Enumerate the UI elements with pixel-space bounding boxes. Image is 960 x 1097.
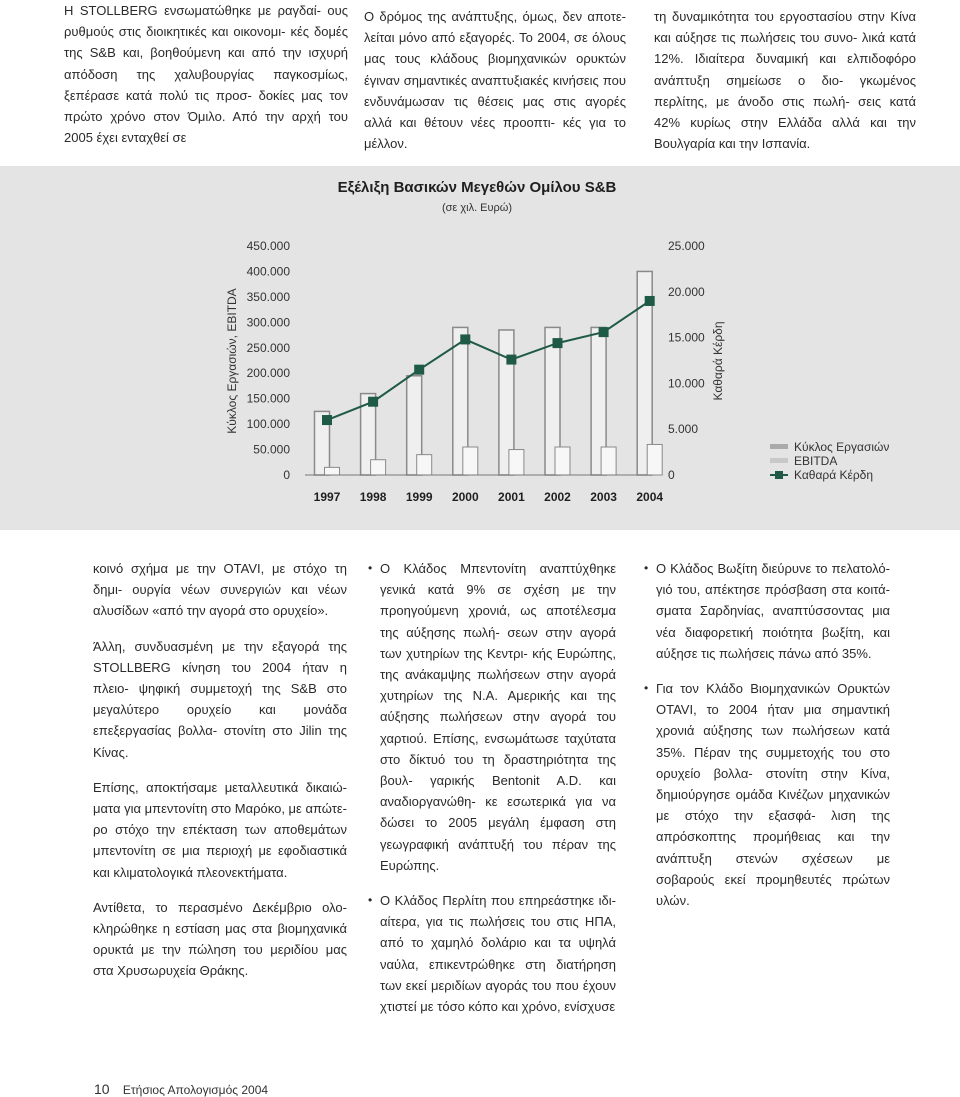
bottom-left-paragraph: κοινό σχήμα με την OTAVI, με στόχο τη δημι- ουργία νέων συνεργιών και νέων αλυσίδων «από την αγορά στο ορυχείο». xyxy=(93,561,347,619)
bullet-text: Για τον Κλάδο Βιομηχανικών Ορυκτών OTAVI, το 2004 ήταν μια σημαντική χρονιά αύξησης των πωλήσεων κατά 35%. Πέραν της συμμετοχής του στο ορυχείο βολλα- στονίτη στην Κίνα, δημιούργησε ομάδα Κινέζων μηχανικών με στόχο την εξασφά- λιση της απρόσκοπτης προμήθειας και την ανάπτυξη στενών σχέσεων με σοβαρούς εκεί προμηθευτές πρώτων υλών. xyxy=(656,681,890,909)
x-tick-label: 2003 xyxy=(590,490,617,504)
legend-profit-label: Καθαρά Κέρδη xyxy=(794,468,874,482)
bullet-icon: • xyxy=(644,681,649,696)
bottom-column-3 xyxy=(644,558,890,925)
bullet-text: Ο Κλάδος Περλίτη που επηρεάστηκε ιδι- αίτερα, για τις πωλήσεις του στις ΗΠΑ, από το χαμηλό δολάριο και τα υψηλά ναύλα, επικεντρώθηκε στη διατήρηση των εκεί μεριδίων αγοράς του που έχουν χτιστεί με τόσο κόπο και χρόνο, ενίσχυσε xyxy=(380,893,616,1015)
bullet-item xyxy=(644,678,890,911)
chart-title: Εξέλιξη Βασικών Μεγεθών Ομίλου S&B xyxy=(337,179,617,196)
top-left-paragraph: Η STOLLBERG ενσωματώθηκε με ραγδαί- ους ρυθμούς στις διοικητικές και οικονομι- κές δομές της S&B και, βοηθούμενη και από την ισχυρή απόδοση της χαλυβουργίας παγκοσμίως, ξεπέρασε κατά πολύ τις προσ- δοκίες μας τον πρώτο χρόνο στον Όμιλο. Από την αρχή του 2005 έχει ενταχθεί σε xyxy=(64,3,348,146)
legend-ebitda-swatch xyxy=(770,458,788,463)
net-profit-marker xyxy=(506,355,516,365)
bullet-text: Ο Κλάδος Βωξίτη διεύρυνε το πελατολό- γιό του, απέκτησε πρόσβαση στα κοιτά- σματα Σαρδηνίας, αναπτύσσοντας μια νέα διαφορετική ποιότητα βωξίτη, και αύξησε τις πωλήσεις πάνω από 35%. xyxy=(656,561,890,661)
bullet-icon: • xyxy=(368,561,373,575)
net-profit-marker xyxy=(322,415,332,425)
y-left-tick-label: 50.000 xyxy=(253,442,290,457)
chart-panel xyxy=(0,166,960,530)
x-tick-label: 1999 xyxy=(405,490,433,504)
net-profit-marker xyxy=(599,327,609,337)
chart-svg xyxy=(0,166,960,530)
net-profit-marker xyxy=(460,334,470,344)
y-right-axis-label: Καθαρά Κέρδη xyxy=(711,321,725,401)
net-profit-marker xyxy=(645,296,655,306)
y-left-tick-label: 200.000 xyxy=(246,366,290,381)
bullet-item xyxy=(368,558,616,876)
top-column-2 xyxy=(364,6,626,154)
bottom-left-paragraph: Άλλη, συνδυασμένη με την εξαγορά της STOLLBERG κίνηση του 2004 ήταν η πλειο- ψηφική συμμετοχή της S&B στο μεγαλύτερο ορυχείο και μονάδα επεξεργασίας βολλα- στονίτη στο Jilin της Κίνας. xyxy=(93,638,347,760)
bullet-item xyxy=(644,558,890,664)
ebitda-bar xyxy=(601,447,616,475)
top-middle-paragraph: Ο δρόμος της ανάπτυξης, όμως, δεν αποτε- λείται μόνο από εξαγορές. Το 2004, σε όλους μας τους κλάδους βιομηχανικών ορυκτών έγιναν σημαντικές αναπτυξιακές κινήσεις που ενδυνάμωσαν τις θέσεις μας στις αγορές αλλά και θέτουν νέες προοπτι- κές για το μέλλον. xyxy=(364,9,626,152)
y-left-tick-label: 450.000 xyxy=(246,239,290,253)
bottom-column-1 xyxy=(93,558,347,982)
y-left-tick-label: 350.000 xyxy=(246,289,290,304)
y-left-tick-label: 250.000 xyxy=(246,340,290,355)
bullet-icon: • xyxy=(368,893,373,908)
x-tick-label: 2004 xyxy=(636,490,664,504)
y-left-tick-label: 150.000 xyxy=(246,391,290,406)
y-right-tick-label: 20.000 xyxy=(668,284,705,299)
bottom-right-bullet-list xyxy=(644,558,890,911)
x-tick-label: 1997 xyxy=(313,490,341,504)
bottom-left-paragraph: Επίσης, αποκτήσαμε μεταλλευτικά δικαιώ- ματα για μπεντονίτη στο Μαρόκο, με απώτε- ρο στόχο την επέκταση των αποθεμάτων μπεντονίτη σε μια περιοχή με εφοδιαστικά και κλιματολογικά πλεονεκτήματα. xyxy=(93,779,347,880)
ebitda-bar xyxy=(647,444,662,475)
x-tick-label: 1998 xyxy=(359,490,387,504)
bottom-middle-bullet-list xyxy=(368,558,616,1017)
y-right-tick-label: 15.000 xyxy=(668,330,705,345)
net-profit-marker xyxy=(368,397,378,407)
ebitda-bar xyxy=(371,460,386,475)
x-tick-label: 2002 xyxy=(544,490,571,504)
y-right-tick-label: 10.000 xyxy=(668,376,705,391)
y-right-tick-label: 25.000 xyxy=(668,239,705,253)
y-left-tick-label: 300.000 xyxy=(246,315,290,330)
report-title: Ετήσιος Απολογισμός 2004 xyxy=(122,1083,269,1097)
net-profit-marker xyxy=(553,338,563,348)
ebitda-bar xyxy=(417,455,432,475)
top-column-3 xyxy=(654,6,916,154)
ebitda-bar xyxy=(555,447,570,475)
legend-revenue-swatch xyxy=(770,444,788,449)
y-right-tick-label: 0 xyxy=(668,468,675,482)
page-footer xyxy=(94,1081,268,1097)
top-right-paragraph: τη δυναμικότητα του εργοστασίου στην Κίνα και αύξησε τις πωλήσεις του συνο- λικά κατά 12%. Ιδιαίτερα δυναμική και ελπιδοφόρο ανάπτυξη σημείωσε ο διο- γκωμένος περλίτης, με άνοδο στις πωλή- σεις κατά 42% κυρίως στην Ελλάδα αλλά και την Βουλγαρία και την Ισπανία. xyxy=(654,9,916,152)
bottom-column-2 xyxy=(368,558,616,1031)
legend-ebitda-label: EBITDA xyxy=(794,454,838,468)
bottom-left-paragraph: Αντίθετα, το περασμένο Δεκέμβριο ολο- κληρώθηκε η εστίαση μας στα βιομηχανικά ορυκτά με την πώληση του μεριδίου μας στα Χρυσωρυχεία Θράκης. xyxy=(93,899,347,979)
x-tick-label: 2001 xyxy=(498,490,525,504)
ebitda-bar xyxy=(325,467,340,475)
legend-revenue-label: Κύκλος Εργασιών xyxy=(794,440,890,454)
bullet-icon: • xyxy=(644,561,649,575)
y-right-tick-label: 5.000 xyxy=(668,422,699,437)
bullet-item xyxy=(368,890,616,1017)
y-left-tick-label: 400.000 xyxy=(246,264,290,279)
top-column-1 xyxy=(64,0,348,148)
bullet-text: Ο Κλάδος Μπεντονίτη αναπτύχθηκε γενικά κατά 9% σε σχέση με την προηγούμενη χρονιά, ως αποτέλεσμα της αύξησης πωλή- σεων στην αγορά των χυτηρίων της Κεντρι- κής Ευρώπης, της ανάκαμψης πωλήσεων στην αγορά χυτηρίων της Ν.Α. Αμερικής και της αύξησης πωλήσεων στην αγορά του χαρτιού. Επίσης, ενσωμάτωσε ταχύτατα στο δίκτυό του τη δραστηριότητα της βουλ- γαρικής Bentonit A.D. και αναδιοργανώθη- κε εσωτερικά για να δώσει το 2005 μεγάλη έμφαση στη γεωγραφική ανάπτυξή του πέραν της Ευρώπης. xyxy=(380,561,616,873)
y-left-tick-label: 0 xyxy=(283,468,290,482)
ebitda-bar xyxy=(509,450,524,475)
ebitda-bar xyxy=(463,447,478,475)
y-left-tick-label: 100.000 xyxy=(246,417,290,432)
net-profit-marker xyxy=(414,365,424,375)
y-left-axis-label: Κύκλος Εργασιών, EBITDA xyxy=(225,288,239,434)
page-number: 10 xyxy=(94,1081,110,1097)
x-tick-label: 2000 xyxy=(451,490,479,504)
legend-profit-marker xyxy=(775,471,783,479)
chart-subtitle: (σε χιλ. Ευρώ) xyxy=(441,202,513,214)
